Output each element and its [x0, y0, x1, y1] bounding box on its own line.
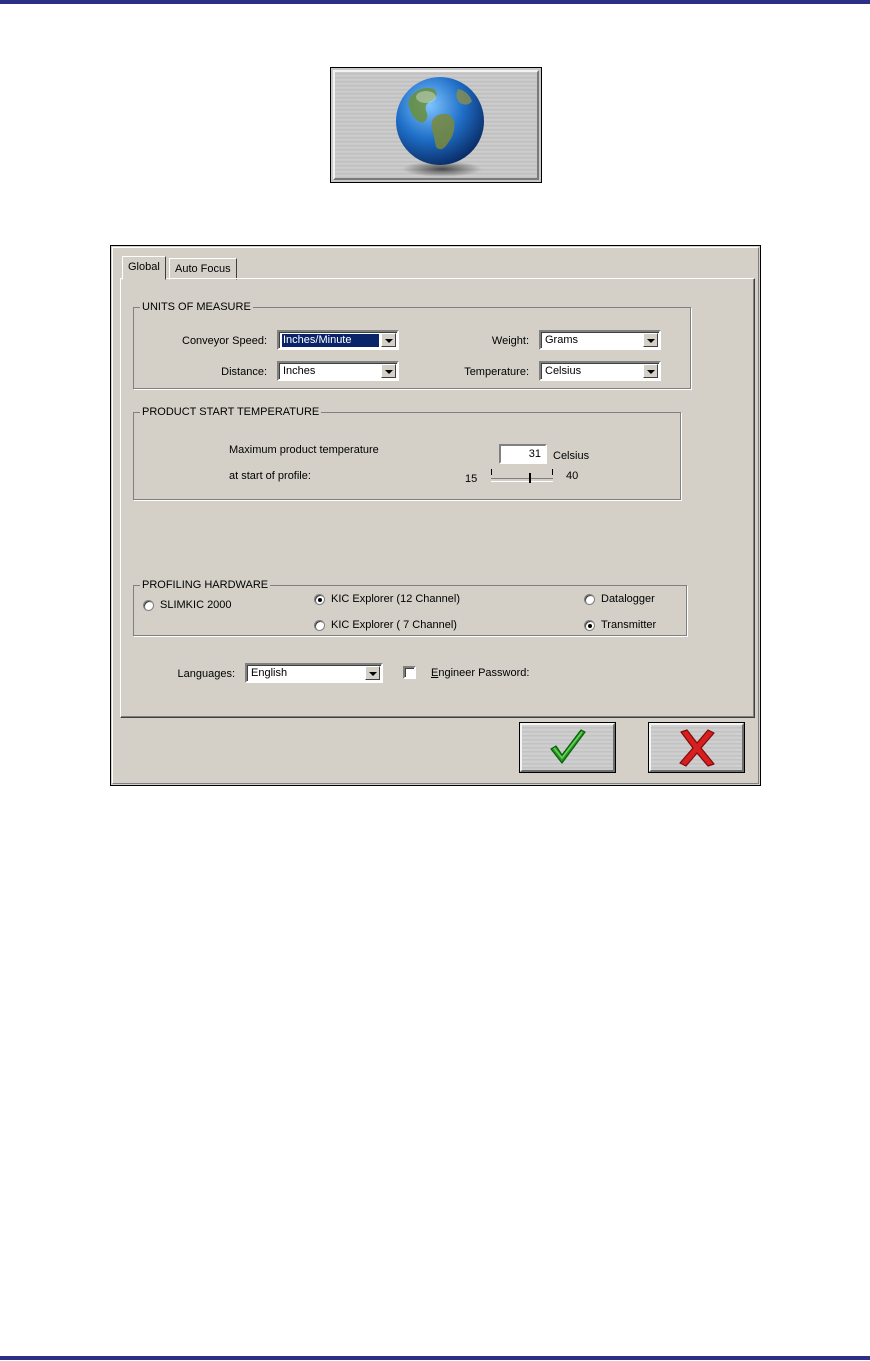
transmitter-label[interactable]: Transmitter	[601, 619, 657, 631]
globe-button[interactable]	[330, 67, 542, 183]
distance-label: Distance:	[221, 366, 267, 378]
slider-max-label: 40	[566, 470, 579, 482]
ok-button[interactable]	[519, 722, 616, 773]
units-of-measure-legend: UNITS OF MEASURE	[142, 301, 251, 313]
slider-min-label: 15	[465, 473, 478, 485]
tab-auto-focus[interactable]: Auto Focus	[169, 258, 237, 280]
chevron-down-icon[interactable]	[643, 364, 658, 378]
chevron-down-icon[interactable]	[365, 666, 380, 680]
distance-select[interactable]	[277, 361, 399, 381]
at-start-of-profile-label: at start of profile:	[229, 470, 311, 482]
settings-dialog	[110, 245, 761, 786]
conveyor-speed-select[interactable]	[277, 330, 399, 350]
tab-global[interactable]: Global	[122, 256, 166, 280]
max-product-temperature-label: Maximum product temperature	[229, 444, 379, 456]
engineer-password-mnemonic: E	[431, 667, 439, 679]
chevron-down-icon[interactable]	[381, 333, 396, 347]
temperature-select[interactable]	[539, 361, 661, 381]
globe-icon	[392, 75, 488, 181]
slider-tick	[491, 469, 492, 475]
slimkic-2000-radio[interactable]	[143, 600, 154, 611]
slider-tick	[552, 469, 553, 475]
datalogger-radio[interactable]	[584, 594, 595, 605]
x-icon	[677, 729, 717, 767]
engineer-password-label[interactable]	[431, 667, 529, 679]
start-temperature-unit: Celsius	[553, 450, 590, 462]
kic-explorer-7-label[interactable]: KIC Explorer ( 7 Channel)	[331, 619, 457, 631]
languages-label: Languages:	[177, 668, 235, 680]
slider-track	[491, 478, 553, 482]
tab-panel-global	[120, 278, 755, 718]
start-temperature-input[interactable]: 31	[499, 444, 547, 464]
temperature-label: Temperature:	[464, 366, 529, 378]
engineer-password-label-rest: ngineer Password:	[438, 667, 530, 679]
profiling-hardware-legend: PROFILING HARDWARE	[142, 579, 269, 591]
kic-explorer-12-label[interactable]: KIC Explorer (12 Channel)	[331, 593, 461, 605]
slimkic-2000-label[interactable]: SLIMKIC 2000	[160, 599, 232, 611]
product-start-temperature-legend: PRODUCT START TEMPERATURE	[142, 406, 320, 418]
datalogger-label[interactable]: Datalogger	[601, 593, 655, 605]
weight-label: Weight:	[491, 335, 529, 347]
weight-select[interactable]	[539, 330, 661, 350]
kic-explorer-12-radio[interactable]	[314, 594, 325, 605]
weight-value: Grams	[545, 334, 578, 346]
transmitter-radio[interactable]	[584, 620, 595, 631]
chevron-down-icon[interactable]	[381, 364, 396, 378]
conveyor-speed-value: Inches/Minute	[282, 334, 379, 347]
distance-value: Inches	[283, 365, 316, 377]
engineer-password-checkbox[interactable]	[403, 666, 416, 679]
slider-thumb[interactable]	[529, 473, 531, 483]
conveyor-speed-label: Conveyor Speed:	[182, 335, 267, 347]
temperature-value: Celsius	[545, 365, 582, 377]
top-rule	[0, 0, 870, 4]
product-start-temperature-group	[133, 406, 681, 500]
languages-select[interactable]	[245, 663, 383, 683]
kic-explorer-7-radio[interactable]	[314, 620, 325, 631]
start-temperature-slider[interactable]	[491, 471, 553, 487]
chevron-down-icon[interactable]	[643, 333, 658, 347]
bottom-rule	[0, 1356, 870, 1360]
languages-value: English	[251, 667, 288, 679]
checkmark-icon	[548, 729, 588, 767]
cancel-button[interactable]	[648, 722, 745, 773]
